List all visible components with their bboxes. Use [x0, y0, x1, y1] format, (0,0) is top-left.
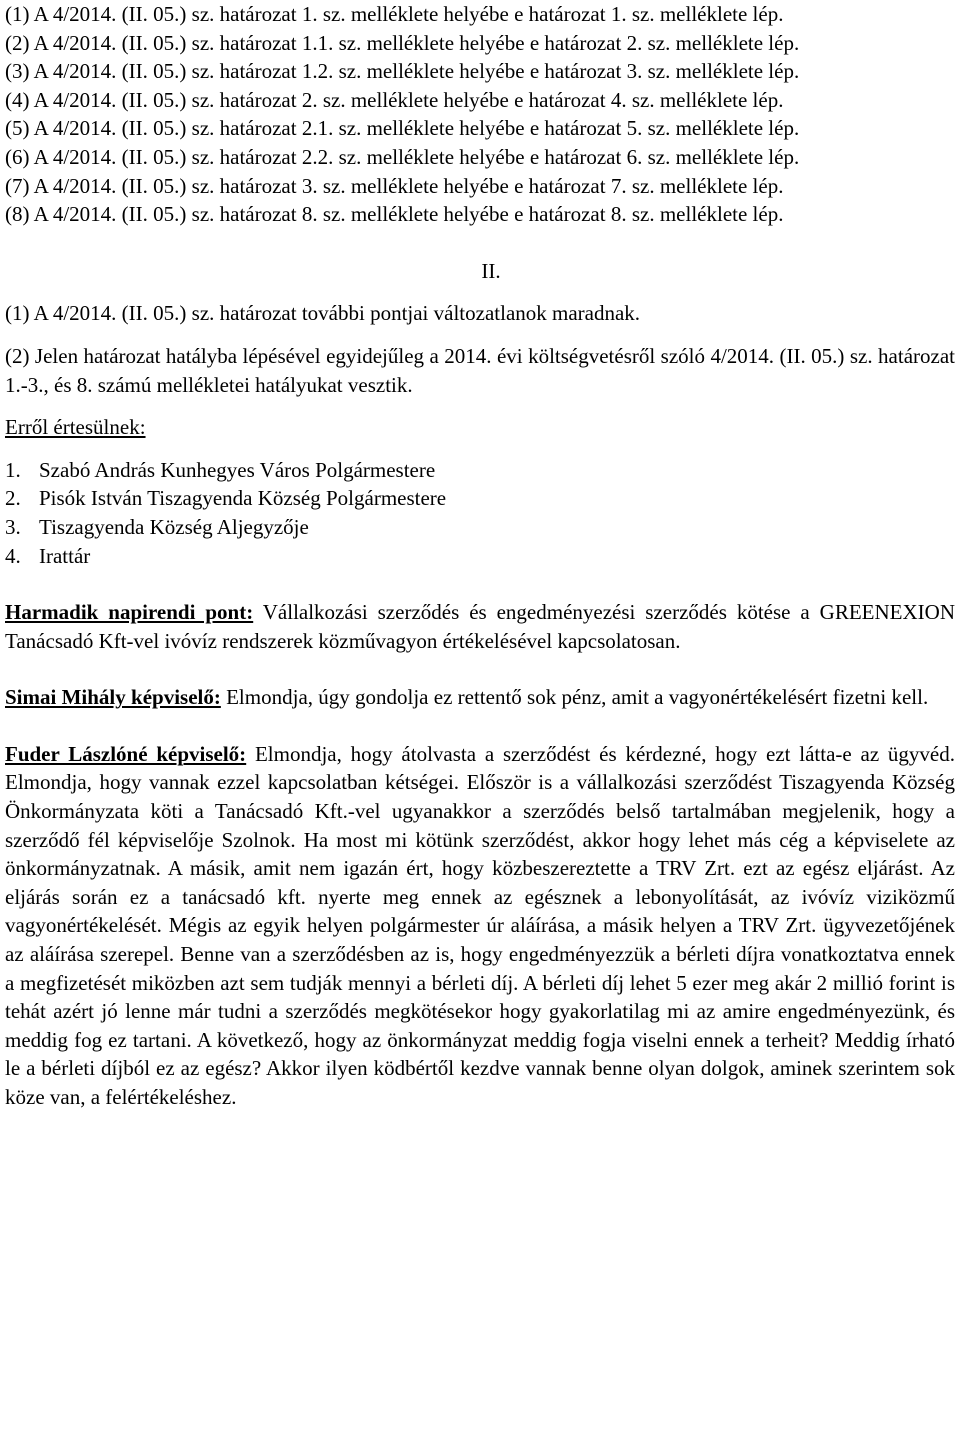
amendment-item: (7) A 4/2014. (II. 05.) sz. határozat 3. sz. melléklete helyébe e határozat 7. sz. melléklete lép. [5, 173, 784, 198]
notify-list [5, 456, 955, 570]
spacer [5, 712, 955, 740]
spacer [5, 229, 955, 257]
amendment-item: (2) A 4/2014. (II. 05.) sz. határozat 1.1. sz. melléklete helyébe e határozat 2. sz. melléklete lép. [5, 30, 800, 55]
notify-heading-text: Erről értesülnek: [5, 415, 146, 440]
amendment-item: (8) A 4/2014. (II. 05.) sz. határozat 8. sz. melléklete helyébe e határozat 8. sz. melléklete lép. [5, 202, 784, 227]
agenda-text: Vállalkozási szerződés és engedményezési szerződés kötése a GREENEXION Tanácsadó Kft-vel ivóvíz rendszerek közművagyon értékelésével kapcsolatosan. [5, 600, 955, 653]
amendment-item: (4) A 4/2014. (II. 05.) sz. határozat 2. sz. melléklete helyébe e határozat 4. sz. melléklete lép. [5, 87, 784, 112]
speaker-paragraph [5, 683, 955, 712]
spacer [5, 570, 955, 598]
notify-item-number: 4. [5, 543, 21, 568]
amendment-list [5, 0, 955, 229]
amendment-item: (5) A 4/2014. (II. 05.) sz. határozat 2.1. sz. melléklete helyébe e határozat 5. sz. melléklete lép. [5, 116, 800, 141]
agenda-paragraph [5, 598, 955, 655]
spacer [5, 399, 955, 413]
speaker-label: Simai Mihály képviselő: [5, 685, 221, 710]
notify-item-number: 2. [5, 486, 21, 511]
notify-item-number: 1. [5, 457, 21, 482]
agenda-label: Harmadik napirendi pont: [5, 600, 254, 625]
spacer [5, 328, 955, 342]
notify-item [5, 484, 955, 513]
notify-item-text: Pisók István Tiszagyenda Község Polgármestere [39, 486, 447, 511]
notify-item-number: 3. [5, 514, 21, 539]
amendment-item: (1) A 4/2014. (II. 05.) sz. határozat 1. sz. melléklete helyébe e határozat 1. sz. melléklete lép. [5, 2, 784, 26]
spacer [5, 655, 955, 683]
speaker-label: Fuder Lászlóné képviselő: [5, 741, 247, 766]
amendment-item: (6) A 4/2014. (II. 05.) sz. határozat 2.2. sz. melléklete helyébe e határozat 6. sz. melléklete lép. [5, 144, 800, 169]
notify-item-text: Szabó András Kunhegyes Város Polgármestere [39, 457, 436, 482]
speaker-paragraph [5, 740, 955, 1112]
notify-item-text: Irattár [39, 543, 91, 568]
section-heading: II. [481, 258, 501, 283]
notify-item [5, 542, 955, 571]
notify-item-text: Tiszagyenda Község Aljegyzője [39, 514, 309, 539]
section-paragraph: (2) Jelen határozat hatályba lépésével egyidejűleg a 2014. évi költségvetésről szóló 4/2014. (II. 05.) sz. határozat 1.-3., és 8. számú mellékletei hatályukat vesztik. [5, 343, 955, 397]
amendment-item: (3) A 4/2014. (II. 05.) sz. határozat 1.2. sz. melléklete helyébe e határozat 3. sz. melléklete lép. [5, 59, 800, 84]
notify-item [5, 513, 955, 542]
speaker-text: Elmondja, úgy gondolja ez rettentő sok pénz, amit a vagyonértékelésért fizetni kell. [220, 685, 929, 710]
speaker-text: Elmondja, hogy átolvasta a szerződést és kérdezné, hogy ezt látta-e az ügyvéd. Elmondja, hogy vannak ezzel kapcsolatban kétségei. Először is a vállalkozási szerződést Tiszagyenda Község Önkormányzata köti a Tanácsadó Kft.-vel ugyanakkor a szerződés belső tartalmában megjelenik, hogy a szerződő fél képviselője Szolnok. Ha most mi kötünk szerződést, akkor hogy lehet más cég a képviselete az önkormányzatnak. A másik, amit nem igazán ért, hogy közbeszereztette a TRV Zrt. ezt az egész eljárást. Az eljárás során ez a tanácsadó kft. nyerte meg ennek az egésznek a lebonyolítását, az ivóvíz viziközmű vagyonértékelését. Mégis az egyik helyen polgármester úr aláírása, a másik helyen a TRV Zrt. ügyvezetőjének az aláírása szerepel. Benne van a szerződésben az is, hogy engedményezzük a bérleti díjra vonatkoztatva ennek a megfizetését miközben azt sem tudják mennyi a bérleti díj. A bérleti díj lehet 5 ezer meg akár 2 millió forint is tehát azért jó lenne már tudni a szerződés megkötésekor hogy gyakorlatilag mi az amire engedményezünk, és meddig fog ez tartani. A következő, hogy az önkormányzat meddig fogja viselni ennek a terheit? Meddig írható le a bérleti díjból ez az egész? Akkor ilyen ködbértől kezdve vannak benne olyan dolgok, aminek szerintem sok köze van, a felértékeléshez. [5, 741, 956, 1109]
notify-heading [5, 413, 955, 442]
notify-item [5, 456, 955, 485]
spacer [5, 442, 955, 456]
spacer [5, 285, 955, 299]
section-paragraph: (1) A 4/2014. (II. 05.) sz. határozat további pontjai változatlanok maradnak. [5, 301, 641, 326]
